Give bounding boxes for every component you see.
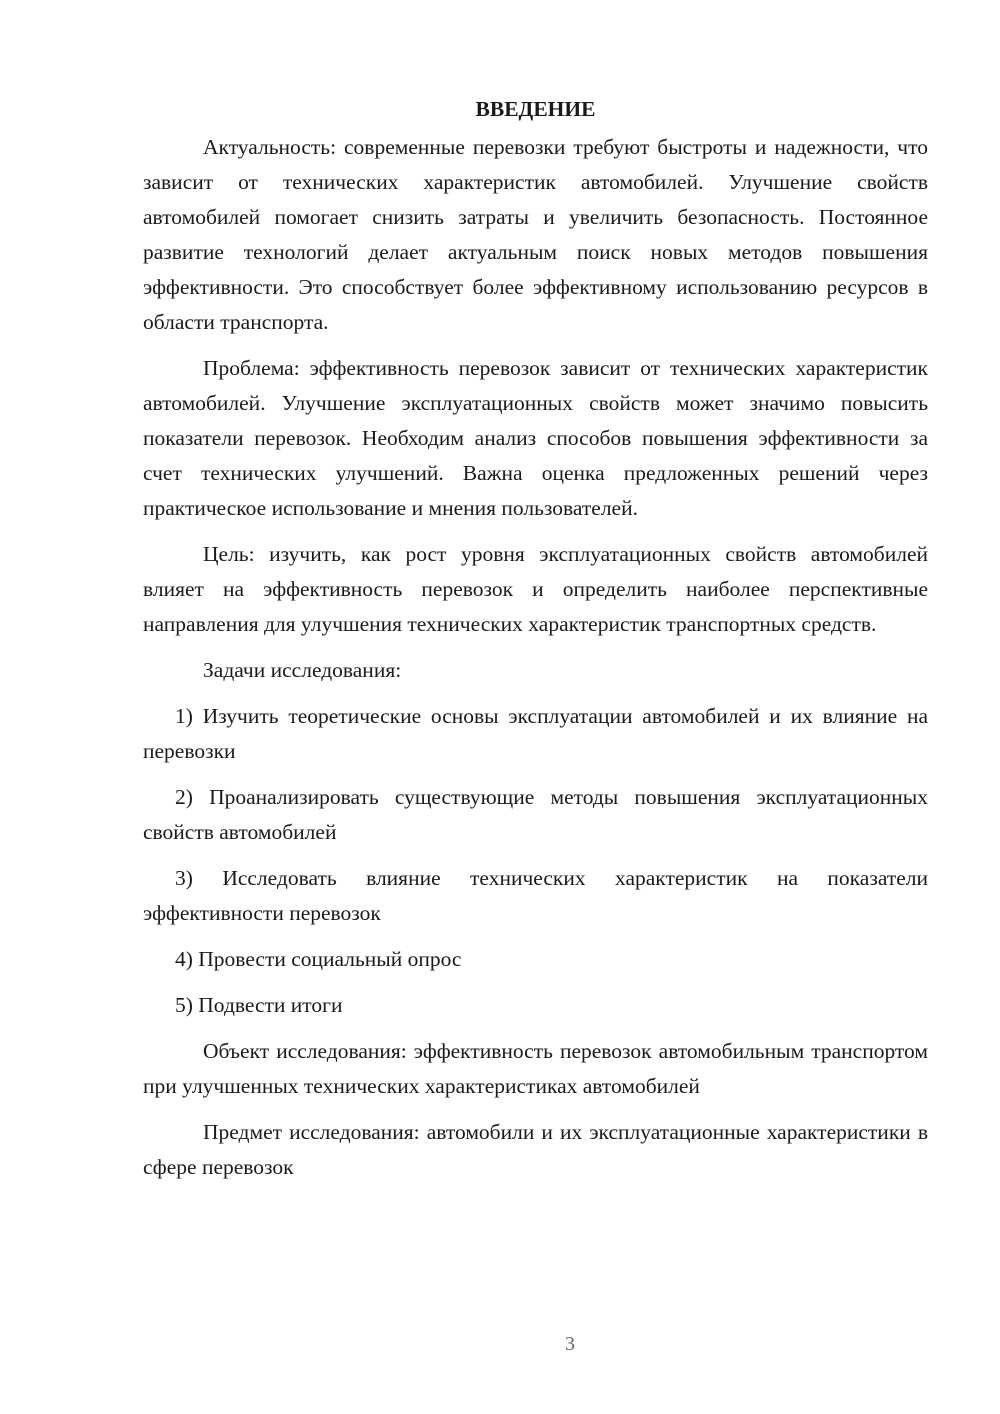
- task-item-5: 5) Подвести итоги: [175, 993, 343, 1017]
- task-item-1: 1) Изучить теоретические основы эксплуатации автомобилей и их влияние на перевозки: [143, 704, 928, 763]
- page-number: 3: [565, 1333, 575, 1355]
- problem-paragraph: Проблема: эффективность перевозок зависит от технических характеристик автомобилей. Улучшение эксплуатационных свойств может значимо повысить показатели перевозок. Необходим анализ способов повышения эффективности за счет технических улучшений. Важна оценка предложенных решений через практическое использование и мнения пользователей.: [143, 356, 928, 520]
- task-item-3: 3) Исследовать влияние технических характеристик на показатели эффективности перевозок: [143, 866, 928, 925]
- task-item-2: 2) Проанализировать существующие методы повышения эксплуатационных свойств автомобилей: [143, 785, 928, 844]
- goal-paragraph: Цель: изучить, как рост уровня эксплуатационных свойств автомобилей влияет на эффективность перевозок и определить наиболее перспективные направления для улучшения технических характеристик транспортных средств.: [143, 542, 928, 636]
- document-page: [143, 92, 928, 1196]
- object-paragraph: Объект исследования: эффективность перевозок автомобильным транспортом при улучшенных технических характеристиках автомобилей: [143, 1039, 928, 1098]
- tasks-title: Задачи исследования:: [203, 658, 402, 682]
- section-heading: ВВЕДЕНИЕ: [475, 97, 596, 121]
- subject-paragraph: Предмет исследования: автомобили и их эксплуатационные характеристики в сфере перевозок: [143, 1120, 928, 1179]
- task-item-4: 4) Провести социальный опрос: [175, 947, 462, 971]
- relevance-paragraph: Актуальность: современные перевозки требуют быстроты и надежности, что зависит от технических характеристик автомобилей. Улучшение свойств автомобилей помогает снизить затраты и увеличить безопасность. Постоянное развитие технологий делает актуальным поиск новых методов повышения эффективности. Это способствует более эффективному использованию ресурсов в области транспорта.: [143, 135, 928, 334]
